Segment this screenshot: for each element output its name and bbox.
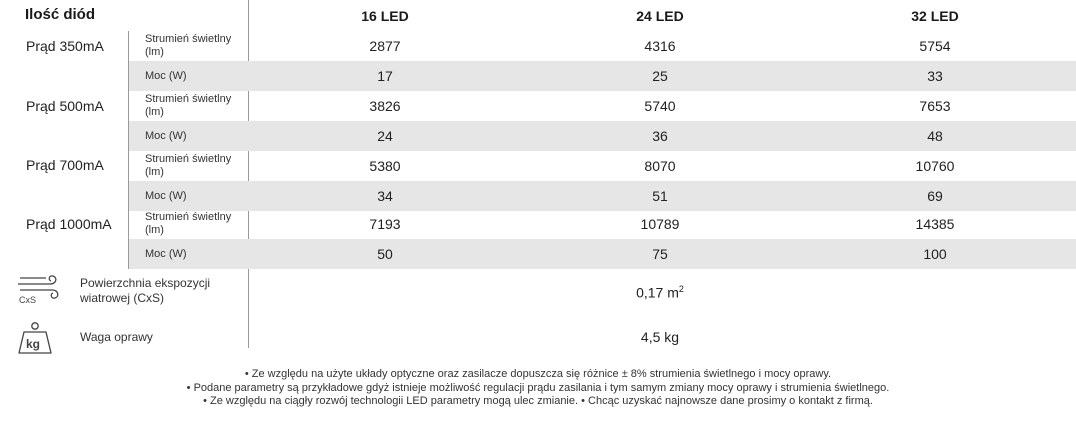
- current-350ma: Prąd 350mA: [26, 38, 104, 54]
- cell-value: 17: [377, 68, 393, 84]
- table-row: [129, 151, 1076, 181]
- footnotes: [0, 368, 1076, 409]
- column-header-32-led: 32 LED: [911, 8, 959, 24]
- current-700ma: Prąd 700mA: [26, 157, 104, 173]
- table-row: [129, 209, 1076, 239]
- table-row: [129, 181, 1076, 211]
- cell-value: 5754: [919, 38, 951, 54]
- row-label: Moc (W): [145, 69, 187, 82]
- cell-value: 24: [377, 128, 393, 144]
- table-row: [129, 31, 1076, 61]
- cell-value: 50: [377, 246, 393, 262]
- current-500ma: Prąd 500mA: [26, 98, 104, 114]
- weight-value: 4,5 kg: [640, 329, 680, 345]
- cell-value: 8070: [644, 158, 676, 174]
- row-label: Moc (W): [145, 129, 187, 142]
- weight-icon-text: kg: [26, 337, 41, 351]
- cell-value: 2877: [369, 38, 401, 54]
- row-label: Strumień świetlny (lm): [145, 93, 232, 118]
- cell-value: 36: [652, 128, 668, 144]
- wind-icon-text: CxS: [19, 295, 37, 305]
- row-label: Strumień świetlny (lm): [145, 33, 232, 58]
- footnote: • Ze względu na użyte układy optyczne oraz zasilacze dopuszcza się różnice ± 8% strumienia świetlnego i mocy oprawy.: [244, 368, 832, 380]
- footnote: • Podane parametry są przykładowe gdyż istnieje możliwość regulacji prądu zasilania i tym samym zmiany mocy oprawy i strumienia świetlnego.: [186, 381, 890, 394]
- wind-exposure-value-unit-exponent: 2: [678, 284, 684, 294]
- table-row: [129, 121, 1076, 151]
- cell-value: 33: [927, 68, 943, 84]
- row-label: Strumień świetlny (lm): [145, 211, 232, 236]
- weight-icon: [17, 321, 53, 355]
- cell-value: 75: [652, 246, 668, 262]
- cell-value: 5380: [369, 158, 401, 174]
- cell-value: 69: [927, 188, 943, 204]
- cell-value: 4316: [644, 38, 676, 54]
- footnote: • Ze względu na ciągły rozwój technologii LED parametry mogą ulec zmianie. • Chcąc uzyskać najnowsze dane prosimy o kontakt z firmą.: [203, 395, 873, 407]
- cell-value: 48: [927, 128, 943, 144]
- cell-value: 7653: [919, 98, 951, 114]
- wind-exposure-value: [560, 284, 760, 301]
- cell-value: 5740: [644, 98, 676, 114]
- cell-value: 10760: [915, 158, 955, 174]
- cell-value: 51: [652, 188, 668, 204]
- row-label: Strumień świetlny (lm): [145, 153, 232, 178]
- cell-value: 25: [652, 68, 668, 84]
- row-label: Moc (W): [145, 247, 187, 260]
- cell-value: 7193: [369, 216, 401, 232]
- row-label: Moc (W): [145, 189, 187, 202]
- table-row: [129, 239, 1076, 269]
- wind-exposure-value-number: 0,17 m: [636, 284, 679, 301]
- weight-label: Waga oprawy: [80, 330, 153, 344]
- cell-value: 14385: [915, 216, 955, 232]
- cell-value: 3826: [369, 98, 401, 114]
- table-header-label: Ilość diód: [25, 6, 96, 23]
- table-row: [129, 91, 1076, 121]
- current-1000ma: Prąd 1000mA: [26, 216, 112, 232]
- table-row: [129, 61, 1076, 91]
- wind-exposure-icon: [16, 272, 68, 306]
- wind-exposure-label: Powierzchnia ekspozycji wiatrowej (CxS): [80, 276, 211, 305]
- column-header-24-led: 24 LED: [636, 8, 684, 24]
- cell-value: 34: [377, 188, 393, 204]
- cell-value: 100: [923, 246, 947, 262]
- column-header-16-led: 16 LED: [361, 8, 409, 24]
- cell-value: 10789: [640, 216, 680, 232]
